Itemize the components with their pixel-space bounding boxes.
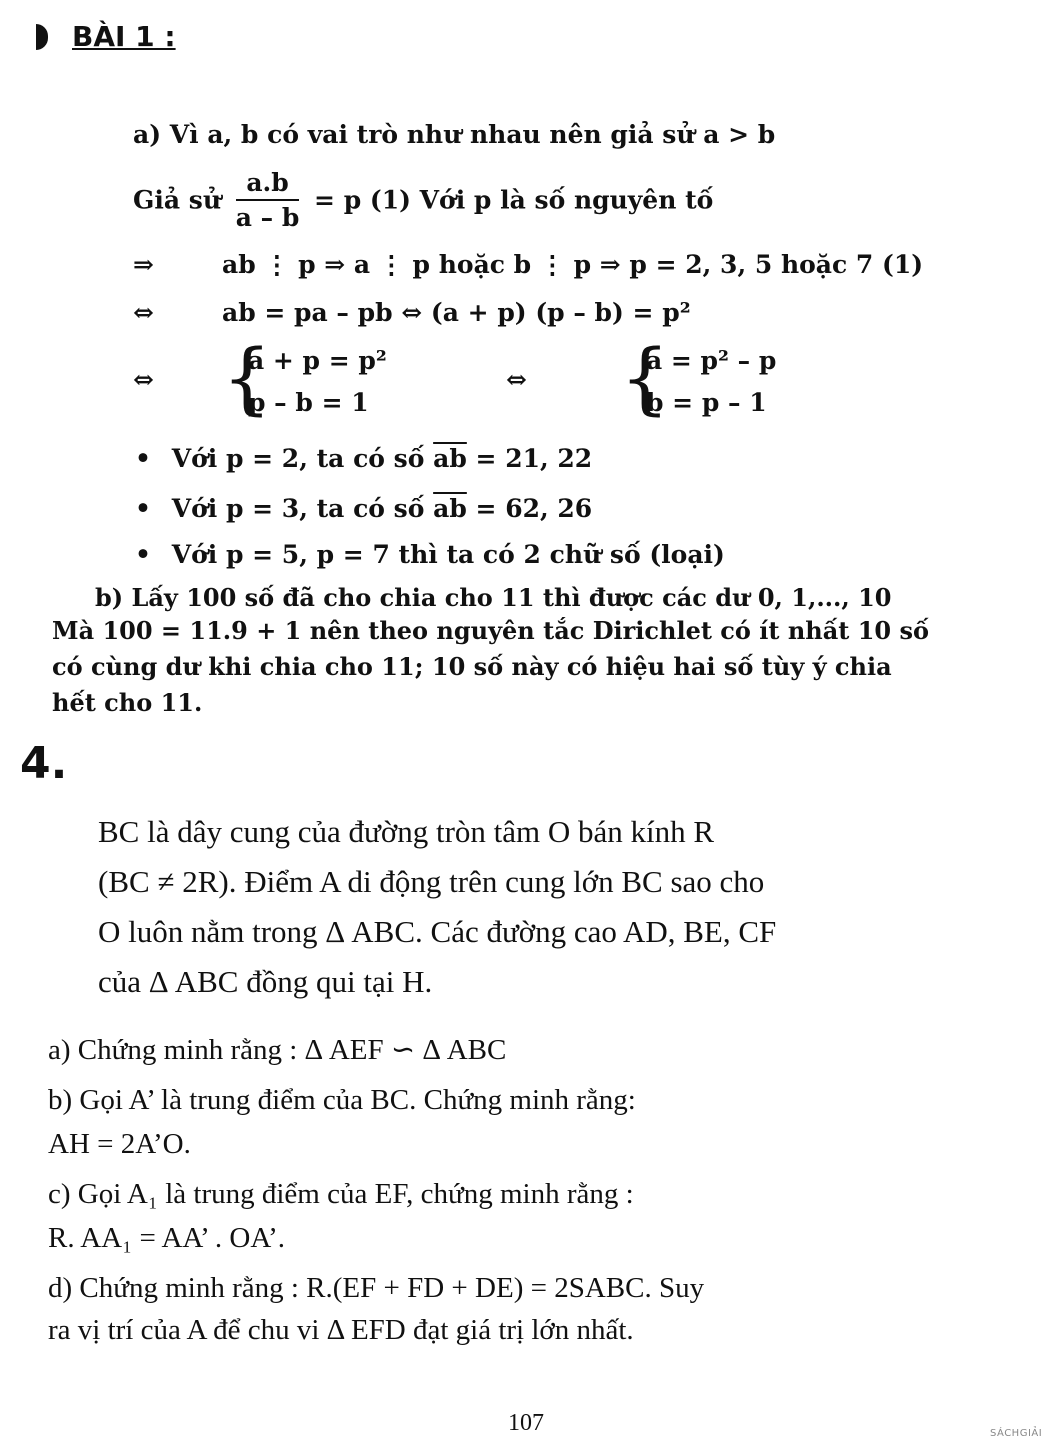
question-c-line2: R. AA₁ = AA’ . OA’.: [48, 1222, 285, 1254]
header-marker: [36, 24, 48, 50]
bullet-p5-p7: [135, 540, 725, 569]
bullet-p5-text: Với p = 5, p = 7 thì ta có 2 chữ số (loại): [171, 540, 725, 569]
system2-eq2: b = p – 1: [646, 388, 767, 417]
bullet-p2-values: = 21, 22: [475, 444, 593, 473]
equiv-symbol-3: ⇔: [506, 365, 527, 394]
equiv-symbol-2: ⇔: [133, 365, 154, 394]
problem-statement-line3: O luôn nằm trong Δ ABC. Các đường cao AD, BE, CF: [98, 914, 777, 949]
section-title: BÀI 1 :: [72, 20, 176, 53]
problem-statement-line1: BC là dây cung của đường tròn tâm O bán kính R: [98, 814, 715, 849]
watermark-logo: SÁCHGIẢI: [990, 1428, 1043, 1439]
equation-line: ab = pa – pb ⇔ (a + p) (p – b) = p²: [222, 298, 691, 327]
bullet-p3-ab: $\overline{ab}$: [433, 494, 467, 523]
bullet-p2-ab: $\overline{ab}$: [433, 444, 467, 473]
problem-statement-line4: của Δ ABC đồng qui tại H.: [98, 964, 433, 999]
fraction-denominator: a – b: [235, 203, 300, 232]
question-b-line1: b) Gọi A’ là trung điểm của BC. Chứng minh rằng:: [48, 1084, 636, 1116]
equiv-symbol-1: ⇔: [133, 298, 154, 327]
part-b-line1: b) Lấy 100 số đã cho chia cho 11 thì được các dư 0, 1,..., 10: [95, 583, 892, 612]
problem-statement-line2: (BC ≠ 2R). Điểm A di động trên cung lớn BC sao cho: [98, 864, 765, 899]
fraction-numerator: a.b: [236, 168, 300, 201]
part-b-line3: có cùng dư khi chia cho 11; 10 số này có hiệu hai số tùy ý chia: [52, 652, 892, 681]
bullet-p2: [135, 444, 592, 473]
part-a-line2: [133, 168, 713, 232]
bullet-p3-text: Với p = 3, ta có số: [171, 494, 425, 523]
bullet-p3-values: = 62, 26: [475, 494, 593, 523]
system-brace-1: {: [222, 334, 272, 424]
question-a: a) Chứng minh rằng : Δ AEF ∽ Δ ABC: [48, 1034, 507, 1066]
divisibility-line: ab ⋮ p ⇒ a ⋮ p hoặc b ⋮ p ⇒ p = 2, 3, 5 hoặc 7 (1): [222, 250, 924, 279]
implies-symbol-1: ⇒: [133, 250, 154, 279]
system-brace-2: {: [620, 334, 670, 424]
system1-eq2: p – b = 1: [248, 388, 369, 417]
system2-eq1: a = p² – p: [646, 346, 777, 375]
part-b-line4: hết cho 11.: [52, 688, 203, 717]
bullet-p3: [135, 494, 592, 523]
part-a-line2-prefix: Giả sử: [133, 185, 222, 215]
part-b-line2: Mà 100 = 11.9 + 1 nên theo nguyên tắc Dirichlet có ít nhất 10 số: [52, 616, 929, 645]
system1-eq1: a + p = p²: [248, 346, 387, 375]
page-number: 107: [508, 1410, 544, 1436]
problem-number: 4.: [20, 738, 68, 789]
part-a-line1: a) Vì a, b có vai trò như nhau nên giả sử a > b: [133, 120, 776, 149]
question-d-line1: d) Chứng minh rằng : R.(EF + FD + DE) = 2SABC. Suy: [48, 1272, 705, 1304]
question-c-line1: c) Gọi A₁ là trung điểm của EF, chứng minh rằng :: [48, 1178, 634, 1210]
question-d-line2: ra vị trí của A để chu vi Δ EFD đạt giá trị lớn nhất.: [48, 1314, 634, 1346]
fraction-ab-over-a-minus-b: [236, 168, 300, 232]
question-b-line2: AH = 2A’O.: [48, 1128, 191, 1160]
part-a-line2-suffix: = p (1) Với p là số nguyên tố: [314, 185, 714, 215]
bullet-p2-text: Với p = 2, ta có số: [171, 444, 425, 473]
